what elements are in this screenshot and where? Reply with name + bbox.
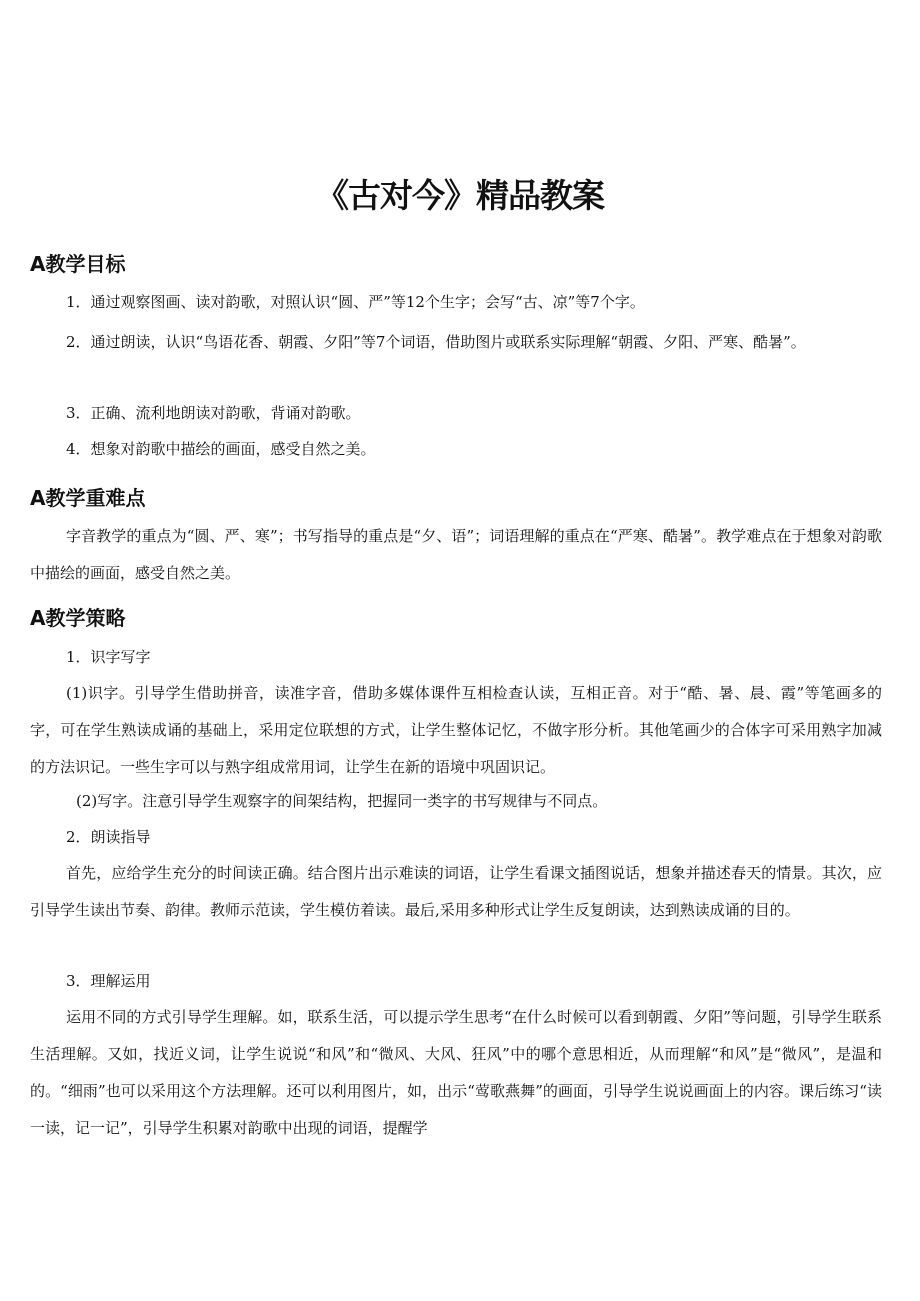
strategy-subtitle-reading: 2．朗读指导 — [66, 828, 151, 846]
strategy-understanding-paragraph: 运用不同的方式引导学生理解。如，联系生活，可以提示学生思考“在什么时候可以看到朝霞、夕阳”等问题，引导学生联系生活理解。又如，找近义词，让学生说说“和风”和“微风、大风、狂风”中的哪个意思相近，从而理解“和风”是“微风”，是温和的。“细雨”也可以采用这个方法理解。还可以利用图片，如，出示“莺歌燕舞”的画面，引导学生说说画面上的内容。课后练习“读一读，记一记”，引导学生积累对韵歌中出现的词语，提醒学 — [30, 1008, 882, 1137]
heading-teaching-strategy: A教学策略 — [30, 606, 126, 630]
key-points-paragraph: 字音教学的重点为“圆、严、寒”；书写指导的重点是“夕、语”；词语理解的重点在“严寒、酷暑”。教学难点在于想象对韵歌中描绘的画面，感受自然之美。 — [30, 527, 882, 582]
goal-item-1: 1．通过观察图画、读对韵歌，对照认识“圆、严”等12个生字；会写“古、凉”等7个字。 — [66, 293, 645, 311]
strategy-writing-paragraph: (2)写字。注意引导学生观察字的间架结构，把握同一类字的书写规律与不同点。 — [76, 792, 608, 810]
heading-teaching-goals: A教学目标 — [30, 252, 126, 276]
goal-item-2: 2．通过朗读，认识“鸟语花香、朝霞、夕阳”等7个词语，借助图片或联系实际理解“朝霞、夕阳、严寒、酷暑”。 — [66, 333, 806, 351]
strategy-reading-paragraph: 首先，应给学生充分的时间读正确。结合图片出示难读的词语，让学生看课文插图说话，想象并描述春天的情景。其次，应引导学生读出节奏、韵律。教师示范读，学生模仿着读。最后,采用多种形式让学生反复朗读，达到熟读成诵的目的。 — [30, 864, 882, 919]
strategy-literacy-paragraph: (1)识字。引导学生借助拼音，读准字音，借助多媒体课件互相检查认读，互相正音。对于“酷、暑、晨、霞”等笔画多的字，可在学生熟读成诵的基础上，采用定位联想的方式，让学生整体记忆，不做字形分析。其他笔画少的合体字可采用熟字加减的方法识记。一些生字可以与熟字组成常用词，让学生在新的语境中巩固识记。 — [30, 684, 882, 776]
heading-key-points: A教学重难点 — [30, 486, 146, 510]
strategy-subtitle-understanding: 3．理解运用 — [66, 972, 151, 990]
goal-item-4: 4．想象对韵歌中描绘的画面，感受自然之美。 — [66, 440, 376, 458]
document-title: 《古对今》精品教案 — [316, 176, 604, 215]
strategy-subtitle-literacy: 1．识字写字 — [66, 648, 151, 666]
goal-item-3: 3．正确、流利地朗读对韵歌，背诵对韵歌。 — [66, 404, 361, 422]
